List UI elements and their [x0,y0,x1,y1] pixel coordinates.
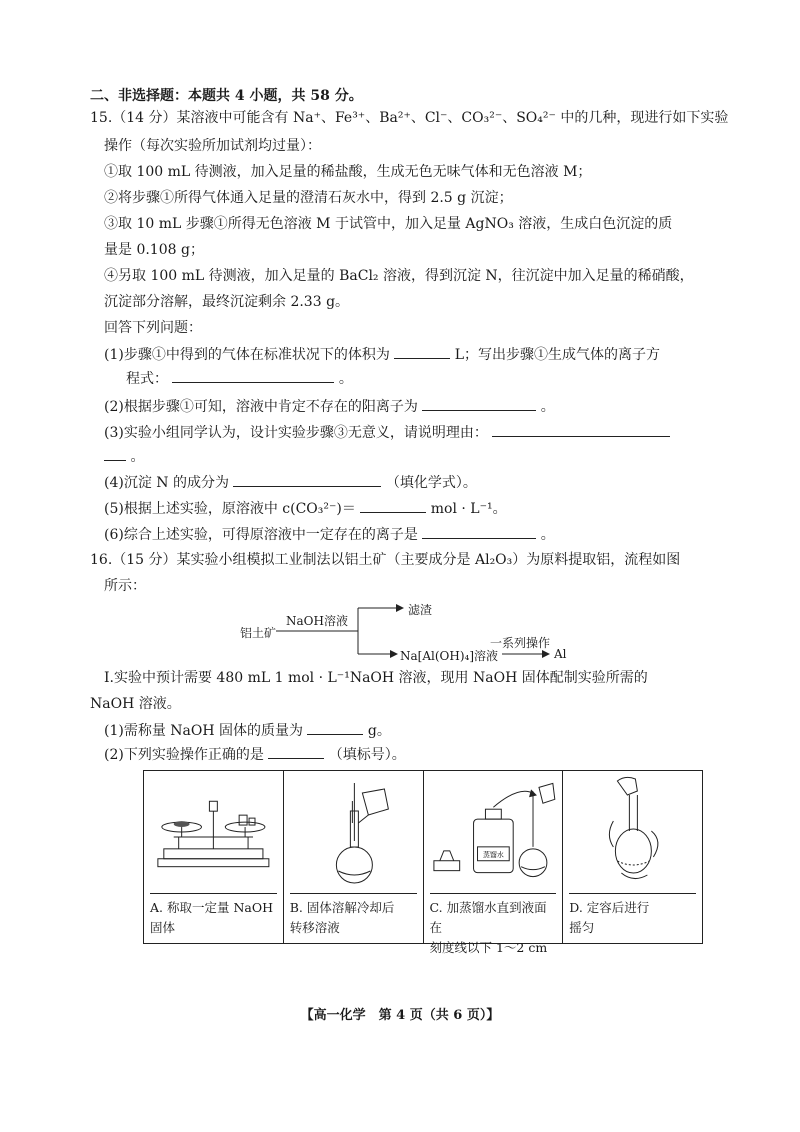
option-a-cell [144,771,284,943]
q15-sub6-text-b: 。 [540,527,555,543]
process-flow-diagram [240,598,570,668]
q15-step2: ②将步骤①所得气体通入足量的澄清石灰水中，得到 2.5 g 沉淀； [104,190,513,206]
q15-sub3-blank-cont[interactable] [104,446,126,461]
q15-step3-line1: ③取 10 mL 步骤①所得无色溶液 M 于试管中，加入足量 AgNO₃ 溶液，生成白色沉淀的质 [104,216,673,232]
q15-sub1-text-c: 程式： [126,371,168,387]
q15-step1: ①取 100 mL 待测液，加入足量的稀盐酸，生成无色无味气体和无色溶液 M； [104,164,592,180]
q16-sub2-blank[interactable] [268,744,324,759]
experiment-figure-table [143,770,703,955]
q15-sub6 [104,524,555,545]
q16-part1-line1: Ⅰ.实验中预计需要 480 mL 1 mol · L⁻¹NaOH 溶液，现用 NaOH 固体配制实验所需的 [104,670,648,686]
q15-sub1-blank-equation[interactable] [172,368,334,383]
q15-sub1-text-b: L；写出步骤①生成气体的离子方 [454,347,661,363]
option-c-line2: 刻度线以下 1～2 cm [429,940,548,955]
q15-sub4-text-b: （填化学式）。 [385,475,477,491]
hand-shaking-flask-icon [563,771,702,891]
section-header: 二、非选择题：本题共 4 小题，共 58 分。 [90,88,363,104]
q15-sub2-text-a: (2)根据步骤①可知，溶液中肯定不存在的阳离子为 [104,399,418,415]
option-c-line1: C. 加蒸馏水直到液面在 [429,900,547,935]
option-b-cell [284,771,424,943]
q15-sub3 [104,422,670,443]
q15-sub1-text-a: (1)步骤①中得到的气体在标准状况下的体积为 [104,347,390,363]
q15-sub3-text-b: 。 [130,449,145,465]
option-d-caption [569,893,696,938]
q15-sub3-text-a: (3)实验小组同学认为，设计实验步骤③无意义，请说明理由： [104,425,488,441]
q15-sub4-text-a: (4)沉淀 N 的成分为 [104,475,229,491]
q15-stem-line2: 操作（每次实验所加试剂均过量）： [104,138,321,154]
q15-sub2-blank[interactable] [422,396,536,411]
volumetric-flask-icon [284,771,423,891]
q15-sub3-cont [104,446,144,467]
q16-sub1-blank[interactable] [307,720,363,735]
q15-sub1-text-d: 。 [338,371,353,387]
option-b-caption [290,893,417,938]
q15-stem-line1: 15.（14 分）某溶液中可能含有 Na⁺、Fe³⁺、Ba²⁺、Cl⁻、CO₃²⁻、SO₄²⁻ 中的几种，现进行如下实验 [90,110,729,126]
q15-sub2-text-b: 。 [540,399,555,415]
q15-sub4 [104,472,477,493]
distilled-water-bottle-icon [424,771,563,891]
q15-sub1-blank-volume[interactable] [394,344,450,359]
balance-icon [144,771,283,891]
option-a-line2: 固体 [150,920,176,935]
flow-operation: 一系列操作 [490,636,551,650]
q15-sub1 [104,344,660,365]
flow-residue: 滤渣 [408,603,433,617]
q15-sub6-blank[interactable] [422,524,536,539]
option-d-cell [563,771,702,943]
flow-reagent-naoh: NaOH溶液 [286,614,348,628]
q16-sub2-text-a: (2)下列实验操作正确的是 [104,747,264,763]
flow-product-al: Al [554,647,567,661]
q15-sub5-text-a: (5)根据上述实验，原溶液中 c(CO₃²⁻)＝ [104,501,356,517]
q15-step3-line2: 量是 0.108 g； [104,242,204,258]
q16-part1-line2: NaOH 溶液。 [90,696,181,712]
q16-sub1-text-b: g。 [367,723,391,739]
q16-stem-line1: 16.（15 分）某实验小组模拟工业制法以铝土矿（主要成分是 Al₂O₃）为原料提取铝，流程如图 [90,552,681,568]
q16-sub2 [104,744,406,765]
q15-sub5-text-b: mol · L⁻¹。 [430,501,507,517]
q16-sub1 [104,720,391,741]
option-d-line1: D. 定容后进行 [569,900,650,915]
option-a-caption [150,893,277,938]
q15-sub5 [104,498,507,519]
option-a-line1: A. 称取一定量 NaOH [150,900,273,915]
q15-sub5-blank[interactable] [360,498,426,513]
q15-sub6-text-a: (6)综合上述实验，可得原溶液中一定存在的离子是 [104,527,418,543]
page-footer: 【高一化学 第 4 页（共 6 页）】 [300,1008,500,1023]
option-b-line2: 转移溶液 [289,920,340,935]
bottle-label: 蒸馏水 [482,850,504,859]
q16-stem-line2: 所示： [104,578,146,594]
option-b-line1: B. 固体溶解冷却后 [289,900,395,915]
q15-answer-prompt: 回答下列问题： [104,320,202,336]
q15-step4-line1: ④另取 100 mL 待测液，加入足量的 BaCl₂ 溶液，得到沉淀 N，往沉淀中加入足量的稀硝酸， [104,268,694,284]
q15-sub1-cont [126,368,353,389]
q15-sub2 [104,396,555,417]
flow-start-bauxite: 铝土矿 [240,626,277,640]
q16-sub2-text-b: （填标号）。 [328,747,406,763]
option-c-cell [424,771,564,955]
option-d-line2: 摇匀 [569,920,595,935]
q16-sub1-text-a: (1)需称量 NaOH 固体的质量为 [104,723,304,739]
option-c-caption [430,893,557,958]
q15-sub4-blank[interactable] [233,472,381,487]
q15-step4-line2: 沉淀部分溶解，最终沉淀剩余 2.33 g。 [104,294,350,310]
q15-sub3-blank[interactable] [492,422,670,437]
flow-solution: Na[Al(OH)₄]溶液 [400,649,498,663]
